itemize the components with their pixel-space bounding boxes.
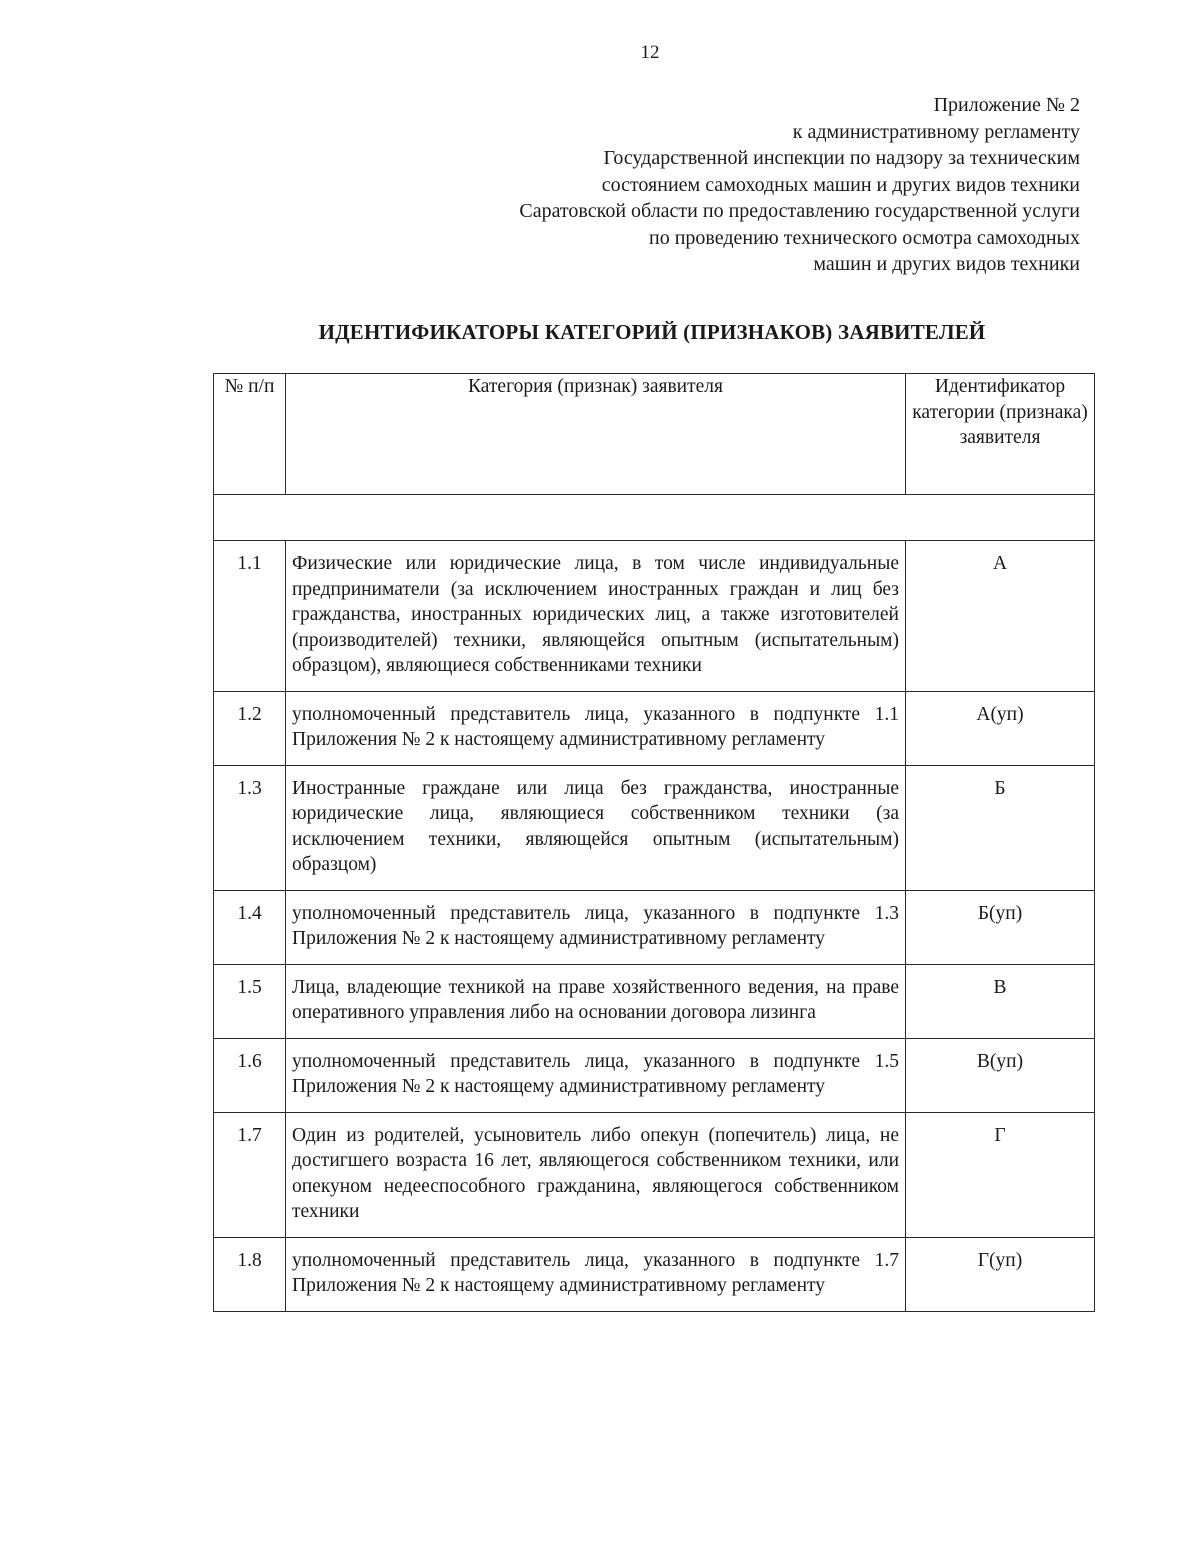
row-num: 1.3 (214, 765, 286, 890)
row-identifier: В (906, 964, 1095, 1038)
table-row (214, 964, 1095, 1038)
row-num: 1.7 (214, 1112, 286, 1237)
row-category: Физические или юридические лица, в том числе индивидуальные предприниматели (за исключением иностранных граждан и лиц без гражданства, иностранных юридических лиц, а также изготовителей (производителей) техники, являющейся опытным (испытательным) образцом), являющиеся собственниками техники (286, 541, 906, 692)
appendix-line: машин и других видов техники (813, 253, 1080, 275)
row-category: уполномоченный представитель лица, указанного в подпункте 1.7 Приложения № 2 к настоящему административному регламенту (286, 1237, 906, 1311)
row-category: уполномоченный представитель лица, указанного в подпункте 1.3 Приложения № 2 к настоящему административному регламенту (286, 890, 906, 964)
page-number: 12 (640, 42, 660, 63)
row-identifier: Б (906, 765, 1095, 890)
categories-table (213, 373, 1095, 1312)
row-category: уполномоченный представитель лица, указанного в подпункте 1.5 Приложения № 2 к настоящему административному регламенту (286, 1038, 906, 1112)
appendix-line: Приложение № 2 (933, 94, 1080, 116)
appendix-line: по проведению технического осмотра самоходных (649, 226, 1080, 249)
spacer-cell (214, 495, 1095, 541)
row-identifier: Г(уп) (906, 1237, 1095, 1311)
row-num: 1.6 (214, 1038, 286, 1112)
appendix-line: Государственной инспекции по надзору за техническим (603, 147, 1080, 169)
row-category: Лица, владеющие техникой на праве хозяйственного ведения, на праве оперативного управления либо на основании договора лизинга (286, 964, 906, 1038)
row-num: 1.4 (214, 890, 286, 964)
header-category: Категория (признак) заявителя (286, 374, 906, 495)
row-category: Иностранные граждане или лица без гражданства, иностранные юридические лица, являющиеся собственником техники (за исключением техники, являющейся опытным (испытательным) образцом) (286, 765, 906, 890)
row-identifier: А (906, 541, 1095, 692)
row-category: уполномоченный представитель лица, указанного в подпункте 1.1 Приложения № 2 к настоящему административному регламенту (286, 691, 906, 765)
header-num: № п/п (214, 374, 286, 495)
table-row (214, 1237, 1095, 1311)
table-spacer-row (214, 495, 1095, 541)
row-num: 1.2 (214, 691, 286, 765)
row-identifier: Г (906, 1112, 1095, 1237)
document-title: ИДЕНТИФИКАТОРЫ КАТЕГОРИЙ (ПРИЗНАКОВ) ЗАЯВИТЕЛЕЙ (318, 320, 986, 344)
table-row (214, 765, 1095, 890)
row-category: Один из родителей, усыновитель либо опекун (попечитель) лица, не достигшего возраста 16 лет, являющегося собственником техники, или опекуном недееспособного гражданина, являющегося собственником техники (286, 1112, 906, 1237)
appendix-line: к административному регламенту (792, 120, 1080, 143)
appendix-line: Саратовской области по предоставлению государственной услуги (519, 200, 1080, 222)
table-header-row (214, 374, 1095, 495)
appendix-line: состоянием самоходных машин и других видов техники (601, 173, 1080, 196)
table-row (214, 1112, 1095, 1237)
table-row (214, 541, 1095, 692)
row-identifier: Б(уп) (906, 890, 1095, 964)
appendix-header (380, 92, 1080, 278)
table-row (214, 890, 1095, 964)
header-identifier: Идентификатор категории (признака) заявителя (906, 374, 1095, 495)
row-num: 1.8 (214, 1237, 286, 1311)
row-num: 1.5 (214, 964, 286, 1038)
row-identifier: В(уп) (906, 1038, 1095, 1112)
row-identifier: А(уп) (906, 691, 1095, 765)
row-num: 1.1 (214, 541, 286, 692)
table-row (214, 1038, 1095, 1112)
table-row (214, 691, 1095, 765)
